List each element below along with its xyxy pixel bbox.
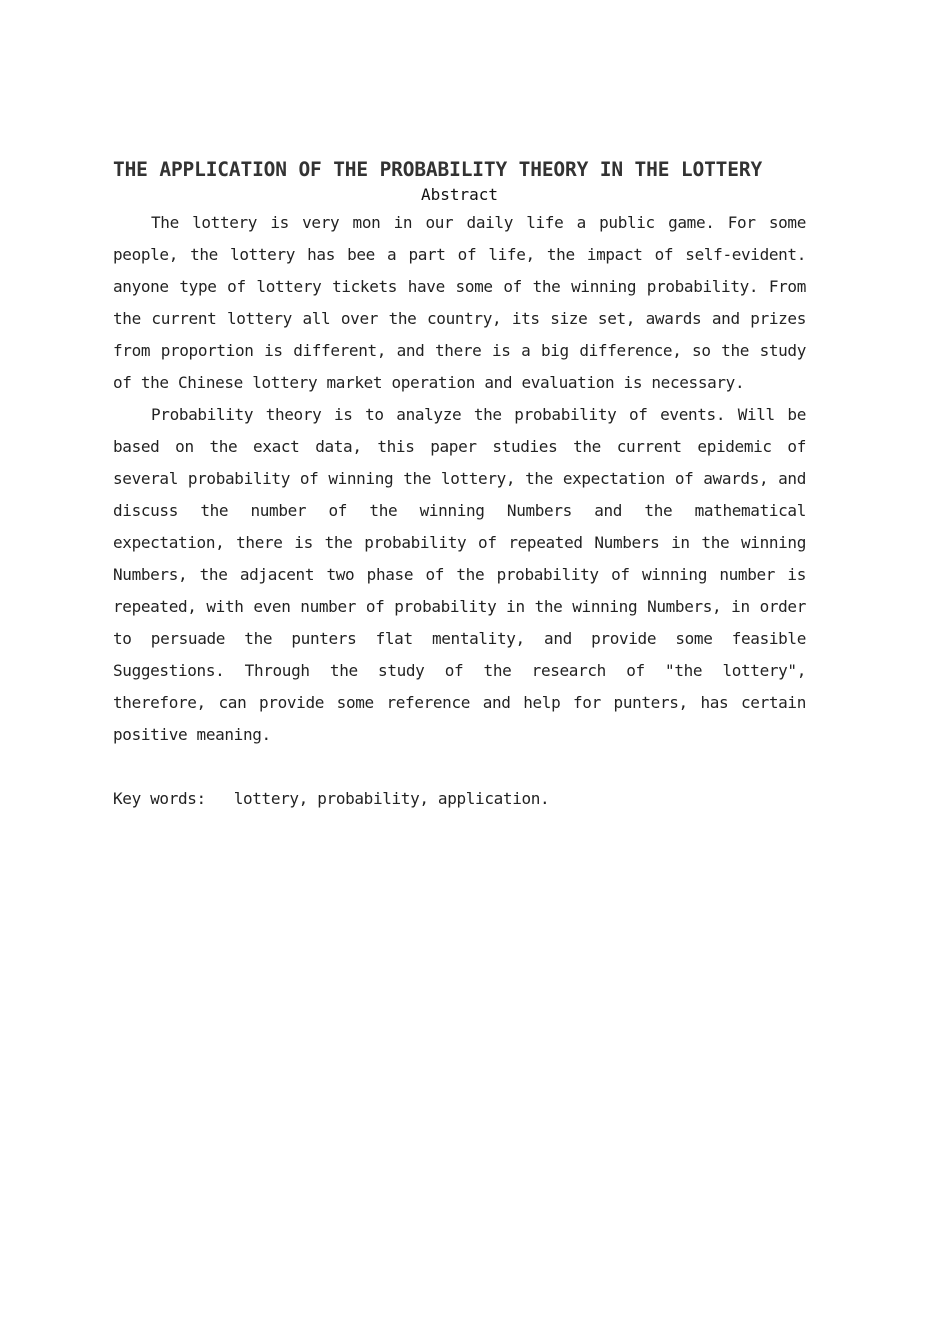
abstract-heading: Abstract <box>420 185 499 204</box>
abstract-paragraph-1: The lottery is very mon in our daily life a public game. For some people, the lottery has bee a part of life, the impact of self-evident. anyone type of lottery tickets have some of the winning probability. From the current lottery all over the country, its size set, awards and prizes from proportion is different, and there is a big difference, so the study of the Chinese lottery market operation and evaluation is necessary. <box>113 213 806 392</box>
keywords-line <box>113 783 806 815</box>
abstract-paragraph-2: Probability theory is to analyze the probability of events. Will be based on the exact data, this paper studies the current epidemic of several probability of winning the lottery, the expectation of awards, and discuss the number of the winning Numbers and the mathematical expectation, there is the probability of repeated Numbers in the winning Numbers, the adjacent two phase of the probability of winning number is repeated, with even number of probability in the winning Numbers, in order to persuade the punters flat mentality, and provide some feasible Suggestions. Through the study of the research of "the lottery", therefore, can provide some reference and help for punters, has certain positive meaning. <box>113 405 806 744</box>
keywords-label: Key words: <box>113 789 206 808</box>
document-page <box>113 155 806 815</box>
document-title: THE APPLICATION OF THE PROBABILITY THEORY IN THE LOTTERY <box>113 158 763 181</box>
keywords-value: lottery, probability, application. <box>233 789 550 808</box>
